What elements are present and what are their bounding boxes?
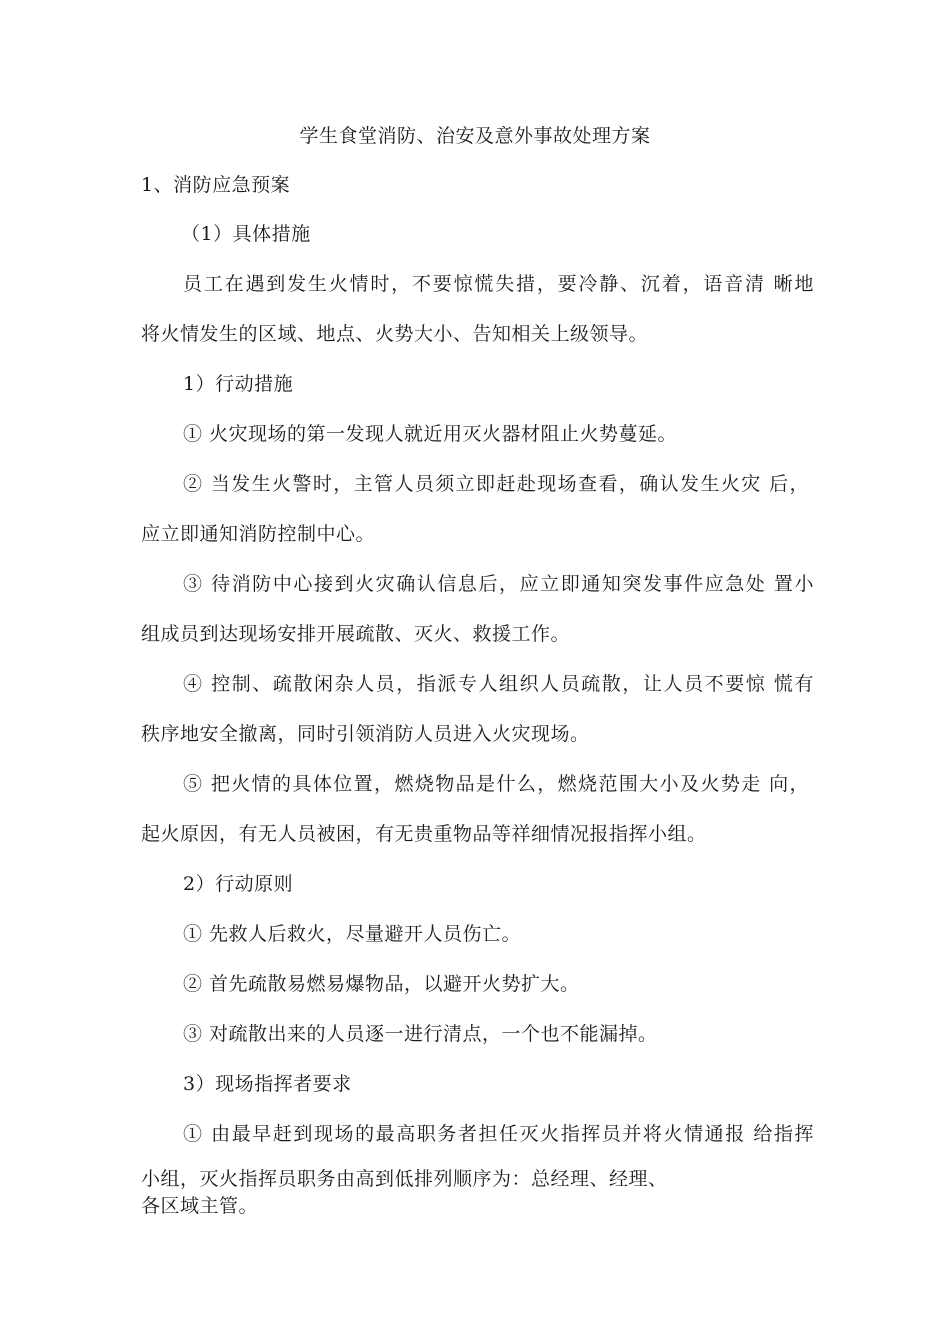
list-item: ② 首先疏散易燃易爆物品，以避开火势扩大。 xyxy=(183,973,580,995)
subsection-heading-actions: 1）行动措施 xyxy=(183,373,294,395)
list-item-continuation: 小组，灭火指挥员职务由高到低排列顺序为：总经理、经理、 xyxy=(141,1168,668,1190)
list-item: ③ 对疏散出来的人员逐一进行清点，一个也不能漏掉。 xyxy=(183,1023,658,1045)
subsection-heading-measures: （1）具体措施 xyxy=(181,223,311,245)
list-item-continuation: 应立即通知消防控制中心。 xyxy=(141,523,376,545)
list-item: ④ 控制、疏散闲杂人员，指派专人组织人员疏散，让人员不要惊 慌有 xyxy=(183,673,814,695)
list-item: ① 由最早赶到现场的最高职务者担任灭火指挥员并将火情通报 给指挥 xyxy=(183,1123,814,1145)
paragraph-line: 将火情发生的区域、地点、火势大小、告知相关上级领导。 xyxy=(141,323,649,345)
list-item: ② 当发生火警时，主管人员须立即赶赴现场查看，确认发生火灾 后， xyxy=(183,473,809,495)
list-item-continuation: 组成员到达现场安排开展疏散、灭火、救援工作。 xyxy=(141,623,571,645)
list-item: ① 火灾现场的第一发现人就近用灭火器材阻止火势蔓延。 xyxy=(183,423,678,445)
document-title: 学生食堂消防、治安及意外事故处理方案 xyxy=(299,125,651,147)
subsection-heading-commander: 3）现场指挥者要求 xyxy=(183,1073,352,1095)
list-item: ⑤ 把火情的具体位置，燃烧物品是什么，燃烧范围大小及火势走 向， xyxy=(183,773,809,795)
section-heading-fire-emergency: 1、消防应急预案 xyxy=(141,174,291,196)
list-item: ③ 待消防中心接到火灾确认信息后，应立即通知突发事件应急处 置小 xyxy=(183,573,814,595)
list-item-continuation: 起火原因，有无人员被困，有无贵重物品等祥细情况报指挥小组。 xyxy=(141,823,707,845)
list-item: ① 先救人后救火，尽量避开人员伤亡。 xyxy=(183,923,522,945)
list-item-continuation: 各区域主管。 xyxy=(141,1195,259,1217)
paragraph-line: 员工在遇到发生火情时，不要惊慌失措，要冷静、沉着，语音清 晰地 xyxy=(183,273,814,295)
list-item-continuation: 秩序地安全撤离，同时引领消防人员进入火灾现场。 xyxy=(141,723,590,745)
subsection-heading-principles: 2）行动原则 xyxy=(183,873,294,895)
